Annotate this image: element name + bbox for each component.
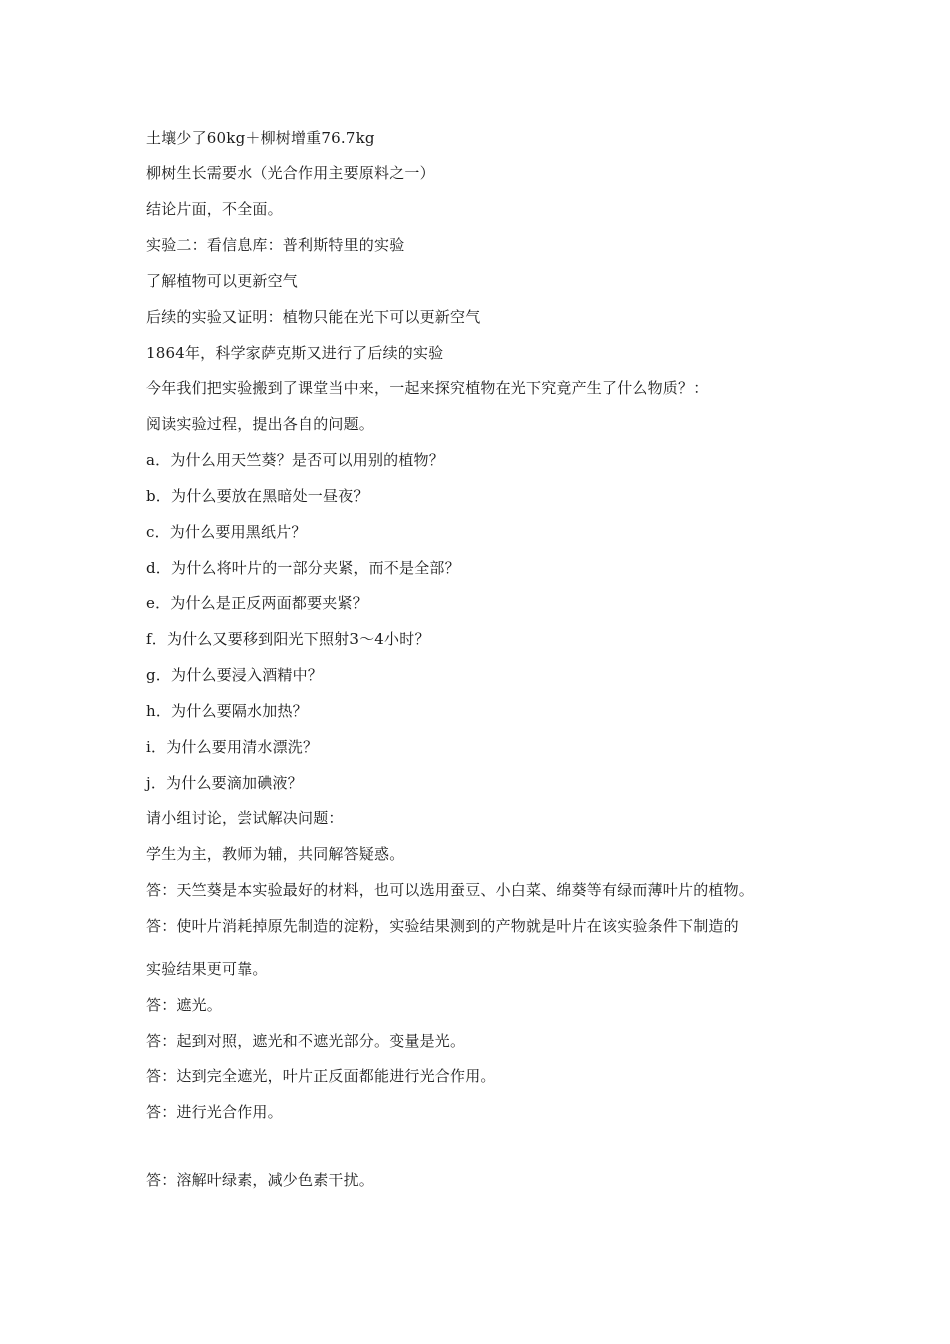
- text-line-9: 阅读实验过程，提出各自的问题。: [146, 415, 375, 433]
- answer-6: 答：进行光合作用。: [146, 1103, 283, 1121]
- answer-3: 答：遮光。: [146, 996, 223, 1014]
- answer-2: 答：使叶片消耗掉原先制造的淀粉，实验结果测到的产物就是叶片在该实验条件下制造的: [146, 917, 739, 935]
- question-f: f．为什么又要移到阳光下照射3～4小时？: [146, 630, 430, 648]
- text-line-21: 学生为主，教师为辅，共同解答疑惑。: [146, 845, 405, 863]
- text-line-20: 请小组讨论，尝试解决问题：: [146, 809, 344, 827]
- question-j: j．为什么要滴加碘液？: [146, 774, 303, 792]
- question-b: b．为什么要放在黑暗处一昼夜？: [146, 487, 369, 505]
- question-d: d．为什么将叶片的一部分夹紧，而不是全部？: [146, 559, 460, 577]
- text-line-5: 了解植物可以更新空气: [146, 272, 299, 290]
- question-h: h．为什么要隔水加热？: [146, 702, 308, 720]
- answer-7: 答：溶解叶绿素，减少色素干扰。: [146, 1171, 375, 1189]
- question-c: c．为什么要用黑纸片？: [146, 523, 307, 541]
- text-line-7: 1864年，科学家萨克斯又进行了后续的实验: [146, 344, 444, 362]
- answer-1: 答：天竺葵是本实验最好的材料，也可以选用蚕豆、小白菜、绵葵等有绿而薄叶片的植物。: [146, 881, 755, 899]
- text-line-2: 柳树生长需要水（光合作用主要原料之一）: [146, 164, 435, 182]
- text-line-6: 后续的实验又证明：植物只能在光下可以更新空气: [146, 308, 481, 326]
- answer-5: 答：达到完全遮光，叶片正反面都能进行光合作用。: [146, 1067, 496, 1085]
- question-a: a．为什么用天竺葵？是否可以用别的植物？: [146, 451, 444, 469]
- text-line-8: 今年我们把实验搬到了课堂当中来，一起来探究植物在光下究竟产生了什么物质？：: [146, 379, 709, 397]
- question-g: g．为什么要浸入酒精中？: [146, 666, 324, 684]
- answer-2-continued: 实验结果更可靠。: [146, 960, 268, 978]
- answer-4: 答：起到对照，遮光和不遮光部分。变量是光。: [146, 1032, 466, 1050]
- question-e: e．为什么是正反两面都要夹紧？: [146, 594, 368, 612]
- question-i: i．为什么要用清水漂洗？: [146, 738, 319, 756]
- text-line-3: 结论片面，不全面。: [146, 200, 283, 218]
- text-line-4: 实验二：看信息库：普利斯特里的实验: [146, 236, 405, 254]
- text-line-1: 土壤少了60kg＋柳树增重76.7kg: [146, 129, 375, 147]
